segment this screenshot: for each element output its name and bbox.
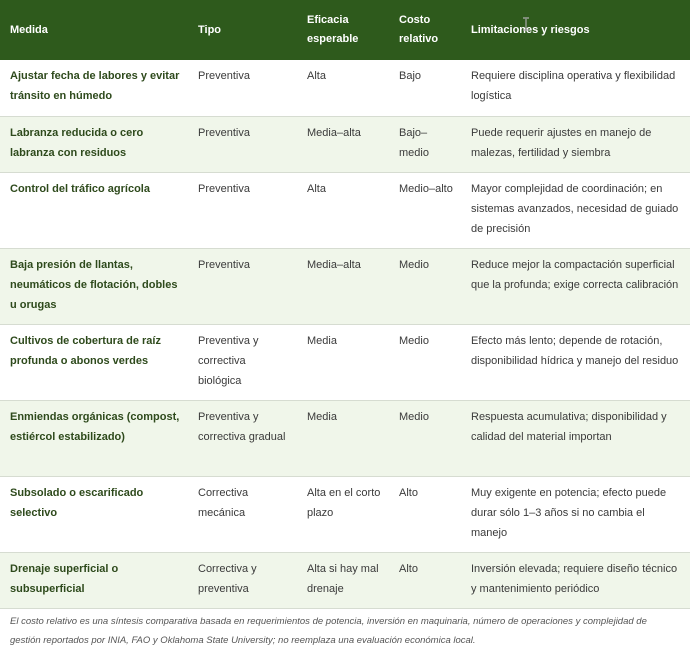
table-row <box>0 400 690 476</box>
cell-cost: Alto <box>389 476 461 552</box>
table-header-row <box>0 0 690 60</box>
cell-measure: Subsolado o escarificado selectivo <box>0 476 188 552</box>
cell-type: Preventiva y correctiva gradual <box>188 400 297 476</box>
cell-measure: Drenaje superficial o subsuperficial <box>0 552 188 608</box>
cell-type: Preventiva y correctiva biológica <box>188 324 297 400</box>
table-row <box>0 60 690 116</box>
cell-efficacy: Media <box>297 400 389 476</box>
header-efficacy: Eficacia esperable <box>307 14 359 45</box>
cell-cost: Medio–alto <box>389 172 461 248</box>
cell-cost: Medio <box>389 400 461 476</box>
table-row <box>0 324 690 400</box>
text-cursor-icon <box>521 17 531 31</box>
header-limits: Limitaciones y riesgos <box>471 23 590 36</box>
cell-efficacy: Media–alta <box>297 116 389 172</box>
cell-cost: Bajo–medio <box>389 116 461 172</box>
table-row <box>0 476 690 552</box>
cell-measure: Enmiendas orgánicas (compost, estiércol estabilizado) <box>0 400 188 476</box>
cell-limits: Reduce mejor la compactación superficial que la profunda; exige correcta calibración <box>461 248 690 324</box>
cell-limits: Requiere disciplina operativa y flexibilidad logística <box>461 60 690 116</box>
cell-measure: Labranza reducida o cero labranza con residuos <box>0 116 188 172</box>
cell-cost: Bajo <box>389 60 461 116</box>
cell-type: Preventiva <box>188 248 297 324</box>
header-type: Tipo <box>198 23 222 36</box>
header-cost: Costo relativo <box>399 14 439 45</box>
cell-measure: Control del tráfico agrícola <box>0 172 188 248</box>
cell-efficacy: Media <box>297 324 389 400</box>
cell-efficacy: Media–alta <box>297 248 389 324</box>
cell-limits: Puede requerir ajustes en manejo de malezas, fertilidad y siembra <box>461 116 690 172</box>
table-footnote: El costo relativo es una síntesis comparativa basada en requerimientos de potencia, inversión en maquinaria, número de operaciones y complejidad de gestión reportados por INIA, FAO y Oklahoma State University; no reemplaza una evaluación económica local. <box>10 616 647 646</box>
header-measure: Medida <box>10 23 48 36</box>
cell-limits: Muy exigente en potencia; efecto puede durar sólo 1–3 años si no cambia el manejo <box>461 476 690 552</box>
cell-cost: Medio <box>389 324 461 400</box>
cell-measure: Ajustar fecha de labores y evitar tránsito en húmedo <box>0 60 188 116</box>
cell-limits: Respuesta acumulativa; disponibilidad y calidad del material importan <box>461 400 690 476</box>
table-row <box>0 116 690 172</box>
cell-limits: Efecto más lento; depende de rotación, disponibilidad hídrica y manejo del residuo <box>461 324 690 400</box>
cell-cost: Alto <box>389 552 461 608</box>
cell-type: Correctiva mecánica <box>188 476 297 552</box>
cell-efficacy: Alta <box>297 172 389 248</box>
table-row <box>0 172 690 248</box>
cell-measure: Cultivos de cobertura de raíz profunda o abonos verdes <box>0 324 188 400</box>
cell-limits: Inversión elevada; requiere diseño técnico y mantenimiento periódico <box>461 552 690 608</box>
cell-type: Preventiva <box>188 60 297 116</box>
cell-measure: Baja presión de llantas, neumáticos de flotación, dobles u orugas <box>0 248 188 324</box>
cell-efficacy: Alta si hay mal drenaje <box>297 552 389 608</box>
cell-efficacy: Alta en el corto plazo <box>297 476 389 552</box>
cell-cost: Medio <box>389 248 461 324</box>
cell-limits: Mayor complejidad de coordinación; en sistemas avanzados, necesidad de guiado de precisión <box>461 172 690 248</box>
cell-efficacy: Alta <box>297 60 389 116</box>
table-row <box>0 552 690 608</box>
cell-type: Preventiva <box>188 116 297 172</box>
cell-type: Correctiva y preventiva <box>188 552 297 608</box>
cell-type: Preventiva <box>188 172 297 248</box>
table-row <box>0 248 690 324</box>
